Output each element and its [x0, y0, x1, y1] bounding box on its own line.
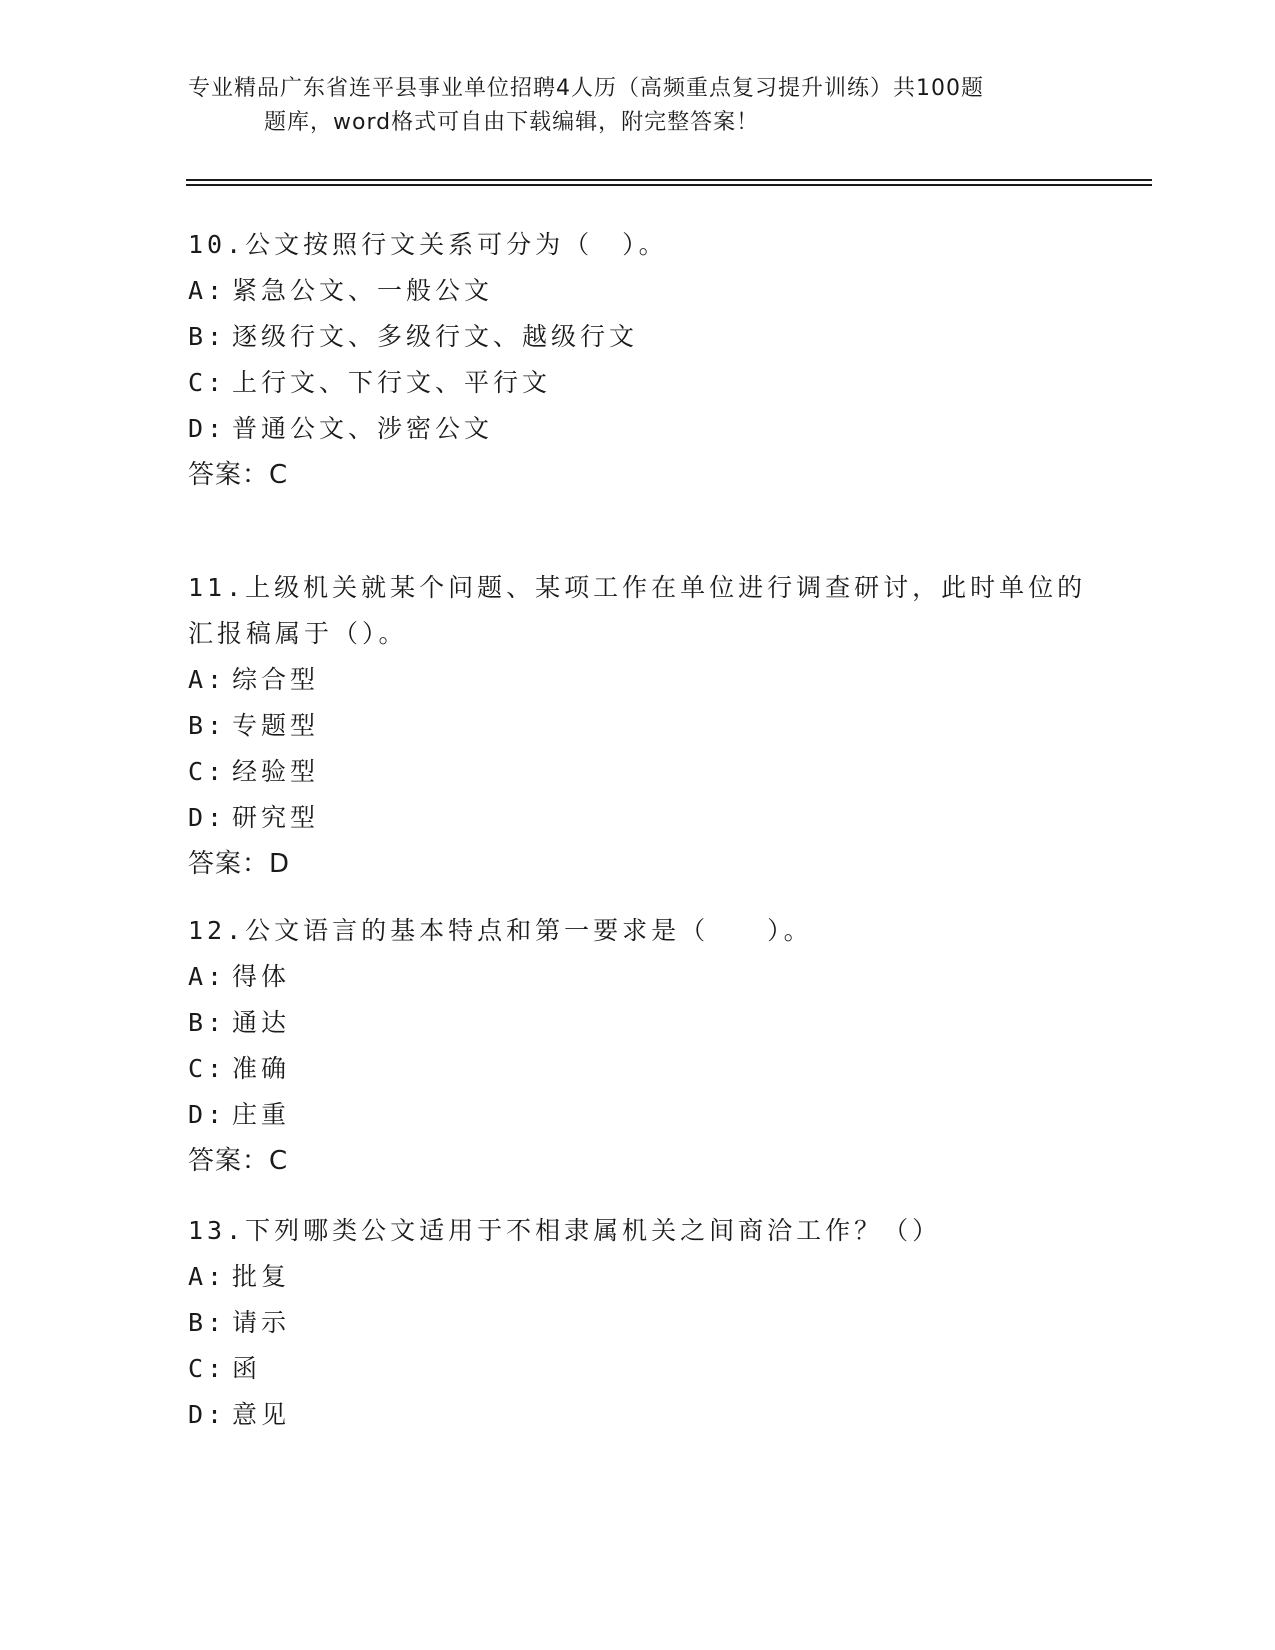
option-text: 专题型	[232, 711, 320, 740]
option-text: 紧急公文、一般公文	[232, 276, 494, 305]
question-11	[188, 565, 1088, 887]
option-key: A:	[188, 1262, 227, 1291]
option-c	[188, 1046, 1088, 1092]
option-key: A:	[188, 665, 227, 694]
option-text: 函	[232, 1354, 262, 1383]
option-text: 准确	[232, 1054, 291, 1083]
option-a	[188, 1254, 1088, 1300]
option-key: B:	[188, 322, 227, 351]
answer-line: 答案：C	[188, 1146, 289, 1176]
question-stem: 11.上级机关就某个问题、某项工作在单位进行调查研讨，此时单位的	[188, 573, 1087, 602]
option-key: C:	[188, 1354, 227, 1383]
option-a	[188, 954, 1088, 1000]
option-text: 逐级行文、多级行文、越级行文	[232, 322, 639, 351]
answer-line: 答案：D	[188, 849, 291, 879]
option-text: 普通公文、涉密公文	[232, 414, 494, 443]
header-title-line-1: 专业精品广东省连平县事业单位招聘4人历（高频重点复习提升训练）共100题	[188, 76, 984, 101]
option-a	[188, 268, 1088, 314]
answer-line: 答案：C	[188, 460, 289, 490]
question-stem: 10.公文按照行文关系可分为（ ）。	[188, 230, 668, 259]
option-key: C:	[188, 368, 227, 397]
header-divider-top	[186, 179, 1152, 181]
option-key: D:	[188, 1400, 227, 1429]
option-b	[188, 703, 1088, 749]
option-key: D:	[188, 414, 227, 443]
question-10	[188, 222, 1088, 498]
option-c	[188, 749, 1088, 795]
option-text: 经验型	[232, 757, 320, 786]
option-text: 批复	[232, 1262, 291, 1291]
document-header	[188, 72, 1068, 140]
option-a	[188, 657, 1088, 703]
option-b	[188, 1000, 1088, 1046]
option-key: B:	[188, 711, 227, 740]
option-text: 得体	[232, 962, 291, 991]
option-c	[188, 1346, 1088, 1392]
option-c	[188, 360, 1088, 406]
option-key: D:	[188, 1100, 227, 1129]
option-d	[188, 795, 1088, 841]
option-text: 上行文、下行文、平行文	[232, 368, 552, 397]
header-title-line-2: 题库，word格式可自由下载编辑，附完整答案！	[264, 110, 760, 135]
question-13	[188, 1208, 1088, 1438]
option-key: A:	[188, 962, 227, 991]
option-key: C:	[188, 757, 227, 786]
question-stem: 12.公文语言的基本特点和第一要求是（ ）。	[188, 916, 813, 945]
option-text: 研究型	[232, 803, 320, 832]
option-text: 意见	[232, 1400, 291, 1429]
option-d	[188, 1392, 1088, 1438]
option-key: B:	[188, 1008, 227, 1037]
option-key: D:	[188, 803, 227, 832]
header-divider-bottom	[186, 184, 1152, 186]
question-stem: 13.下列哪类公文适用于不相隶属机关之间商洽工作？（）	[188, 1216, 942, 1245]
option-b	[188, 1300, 1088, 1346]
option-text: 请示	[232, 1308, 291, 1337]
option-text: 综合型	[232, 665, 320, 694]
option-d	[188, 406, 1088, 452]
option-text: 庄重	[232, 1100, 291, 1129]
question-12	[188, 908, 1088, 1184]
question-stem-continued: 汇报稿属于（）。	[188, 619, 408, 648]
option-key: C:	[188, 1054, 227, 1083]
option-text: 通达	[232, 1008, 291, 1037]
option-d	[188, 1092, 1088, 1138]
option-b	[188, 314, 1088, 360]
option-key: B:	[188, 1308, 227, 1337]
option-key: A:	[188, 276, 227, 305]
